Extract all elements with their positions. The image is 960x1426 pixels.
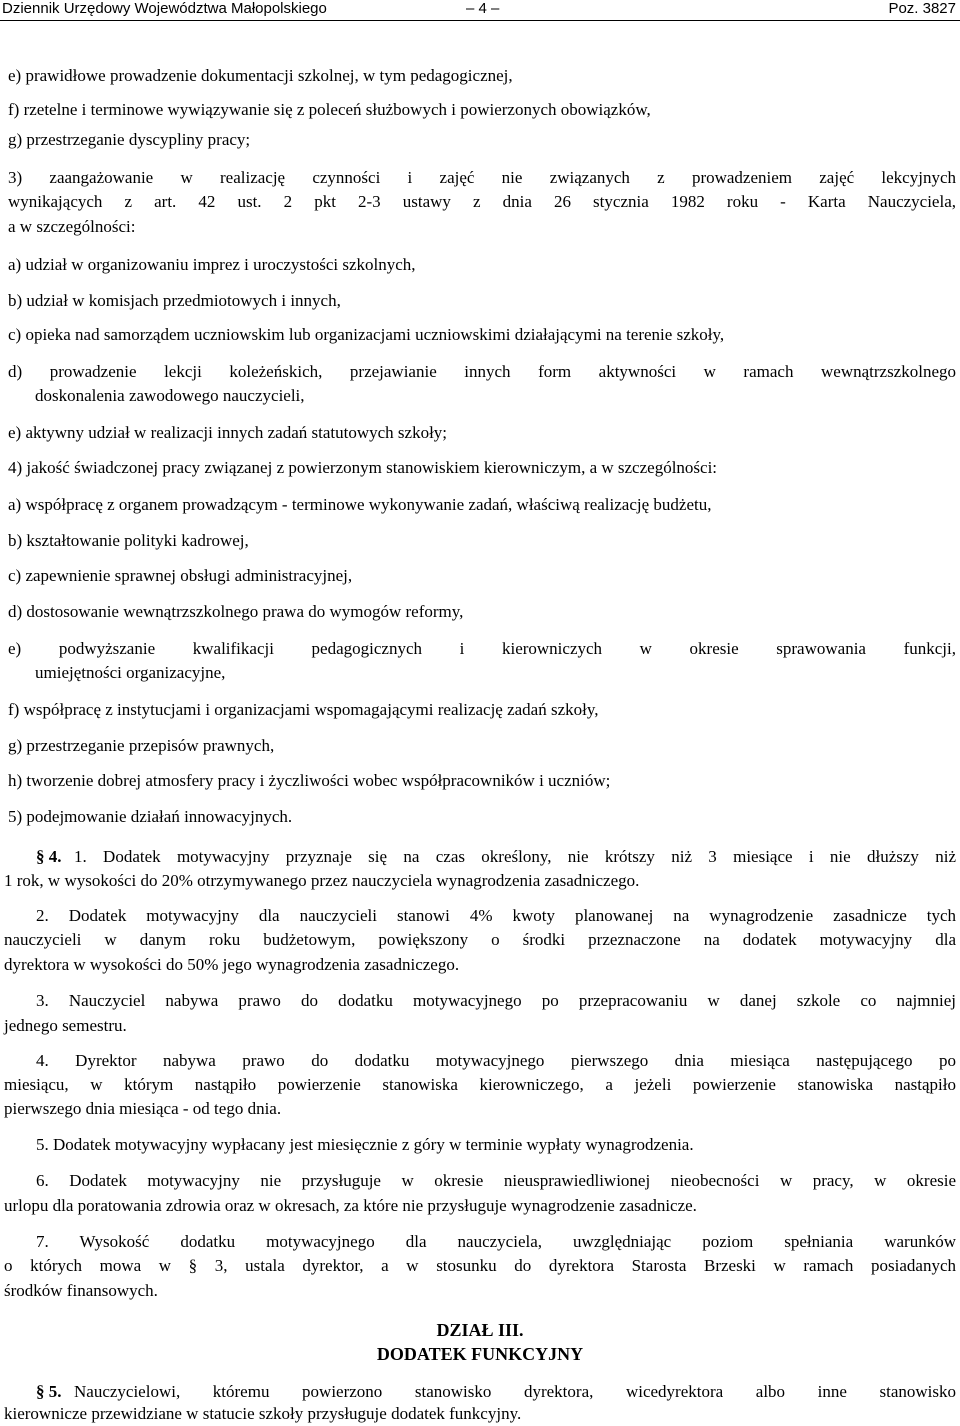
list-item-3d-line-1: d) prowadzenie lekcji koleżeńskich, przejawianie innych form aktywności w ramach wewnątrzszkolnego [8, 362, 956, 381]
page-header [0, 0, 960, 22]
list-item-4b: b) kształtowanie polityki kadrowej, [8, 531, 249, 550]
journal-title: Dziennik Urzędowy Województwa Małopolskiego [2, 0, 327, 17]
header-divider [0, 20, 960, 21]
list-item-3d-line-2: doskonalenia zawodowego nauczycieli, [35, 386, 305, 405]
paragraph-4-item-3-line-2: jednego semestru. [4, 1016, 127, 1035]
list-item-4e-line-2: umiejętności organizacyjne, [35, 663, 226, 682]
position-number: Poz. 3827 [888, 0, 956, 17]
paragraph-4-item-2-line-2: nauczycieli w danym roku budżetowym, powiększony o środki przeznaczone na dodatek motywacyjny dla [4, 930, 956, 949]
paragraph-4-item-1-line-1: 1. Dodatek motywacyjny przyznaje się na czas określony, nie krótszy niż 3 miesiące i nie dłuższy niż [74, 847, 956, 866]
point-3-line-1: 3) zaangażowanie w realizację czynności i zajęć nie związanych z prowadzeniem zajęć lekcyjnych [8, 168, 956, 187]
list-item-4d: d) dostosowanie wewnątrzszkolnego prawa do wymogów reformy, [8, 602, 464, 621]
paragraph-4-item-7-line-1: 7. Wysokość dodatku motywacyjnego dla nauczyciela, uwzględniając poziom spełniania warunków [36, 1232, 956, 1251]
paragraph-4-item-4-line-3: pierwszego dnia miesiąca - od tego dnia. [4, 1099, 282, 1118]
paragraph-4-item-6-line-1: 6. Dodatek motywacyjny nie przysługuje w okresie nieusprawiedliwionej nieobecności w pracy, w okresie [36, 1171, 956, 1190]
list-item-f: f) rzetelne i terminowe wywiązywanie się z poleceń służbowych i powierzonych obowiązków, [8, 100, 651, 119]
paragraph-5-line-1: Nauczycielowi, któremu powierzono stanowisko dyrektora, wicedyrektora albo inne stanowisko [74, 1382, 956, 1401]
list-item-4f: f) współpracę z instytucjami i organizacjami wspomagającymi realizację zadań szkoły, [8, 700, 599, 719]
paragraph-5-number: § 5. [36, 1382, 62, 1401]
paragraph-4-item-5: 5. Dodatek motywacyjny wypłacany jest miesięcznie z góry w terminie wypłaty wynagrodzenia. [36, 1135, 694, 1154]
section-title: DZIAŁ III. [436, 1320, 524, 1340]
paragraph-4-item-3-line-1: 3. Nauczyciel nabywa prawo do dodatku motywacyjnego po przepracowaniu w danej szkole co najmniej [36, 991, 956, 1010]
list-item-4a: a) współpracę z organem prowadzącym - terminowe wykonywanie zadań, właściwą realizację budżetu, [8, 495, 712, 514]
point-4: 4) jakość świadczonej pracy związanej z powierzonym stanowiskiem kierowniczym, a w szczególności: [8, 458, 718, 477]
paragraph-4-item-1-line-2: 1 rok, w wysokości do 20% otrzymywanego przez nauczyciela wynagrodzenia zasadniczego. [4, 871, 640, 890]
list-item-3c: c) opieka nad samorządem uczniowskim lub organizacjami uczniowskimi działającymi na terenie szkoły, [8, 325, 725, 344]
point-5: 5) podejmowanie działań innowacyjnych. [8, 807, 293, 826]
point-3-line-3: a w szczególności: [8, 217, 136, 236]
list-item-g: g) przestrzeganie dyscypliny pracy; [8, 130, 251, 149]
list-item-3a: a) udział w organizowaniu imprez i uroczystości szkolnych, [8, 255, 416, 274]
list-item-4h: h) tworzenie dobrej atmosfery pracy i życzliwości wobec współpracowników i uczniów; [8, 771, 611, 790]
paragraph-4-item-7-line-3: środków finansowych. [4, 1281, 158, 1300]
page-number: – 4 – [466, 0, 500, 17]
list-item-3b: b) udział w komisjach przedmiotowych i innych, [8, 291, 341, 310]
paragraph-5-line-2: kierownicze przewidziane w statucie szkoły przysługuje dodatek funkcyjny. [4, 1404, 522, 1423]
list-item-3e: e) aktywny udział w realizacji innych zadań statutowych szkoły; [8, 423, 448, 442]
list-item-4e-line-1: e) podwyższanie kwalifikacji pedagogicznych i kierowniczych w okresie sprawowania funkcji, [8, 639, 956, 658]
paragraph-4-item-4-line-2: miesiącu, w którym nastąpiło powierzenie stanowiska kierowniczego, a jeżeli powierzenie stanowiska nastąpiło [4, 1075, 956, 1094]
section-subtitle: DODATEK FUNKCYJNY [376, 1344, 584, 1364]
paragraph-4-number: § 4. [36, 847, 62, 866]
list-item-e: e) prawidłowe prowadzenie dokumentacji szkolnej, w tym pedagogicznej, [8, 66, 513, 85]
point-3-line-2: wynikających z art. 42 ust. 2 pkt 2-3 ustawy z dnia 26 stycznia 1982 roku - Karta Nauczyciela, [8, 192, 956, 211]
paragraph-4-item-2-line-3: dyrektora w wysokości do 50% jego wynagrodzenia zasadniczego. [4, 955, 460, 974]
paragraph-4-item-6-line-2: urlopu dla poratowania zdrowia oraz w okresach, za które nie przysługuje wynagrodzenie zasadnicze. [4, 1196, 697, 1215]
paragraph-4-item-7-line-2: o których mowa w § 3, ustala dyrektor, a w stosunku do dyrektora Starosta Brzeski w ramach posiadanych [4, 1256, 956, 1275]
paragraph-4-item-2-line-1: 2. Dodatek motywacyjny dla nauczycieli stanowi 4% kwoty planowanej na wynagrodzenie zasadnicze tych [36, 906, 956, 925]
paragraph-4-item-4-line-1: 4. Dyrektor nabywa prawo do dodatku motywacyjnego pierwszego dnia miesiąca następującego po [36, 1051, 956, 1070]
list-item-4g: g) przestrzeganie przepisów prawnych, [8, 736, 275, 755]
list-item-4c: c) zapewnienie sprawnej obsługi administracyjnej, [8, 566, 353, 585]
